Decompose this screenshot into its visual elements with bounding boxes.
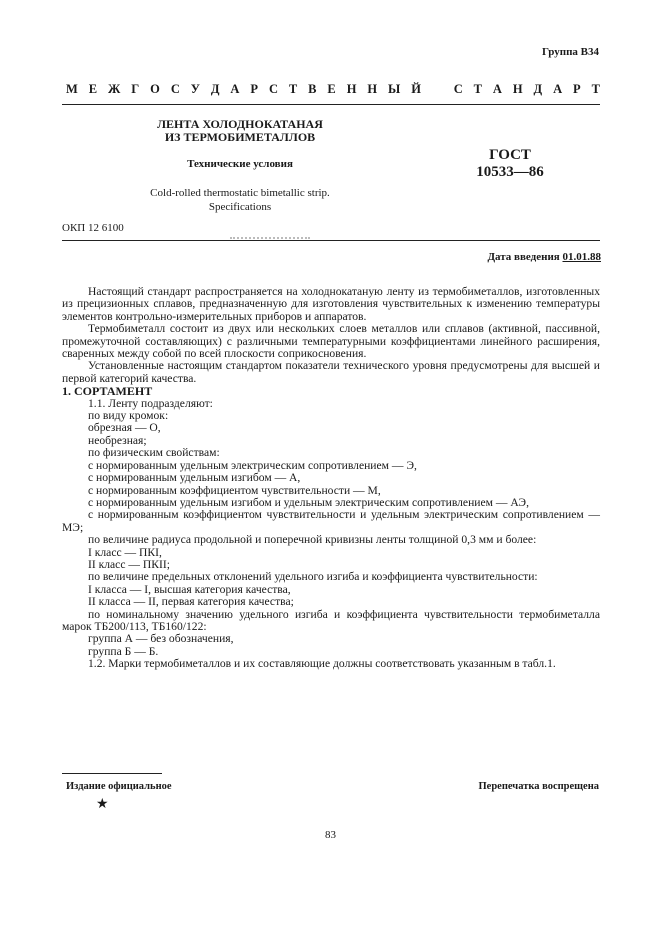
banner-letter: Р bbox=[573, 82, 581, 96]
banner-letter: А bbox=[230, 82, 240, 96]
banner-letter: С bbox=[170, 82, 180, 96]
interstate-standard-banner bbox=[66, 82, 600, 97]
list-item: I класса — I, высшая категория качества, bbox=[88, 582, 291, 596]
list-item: II класса — II, первая категория качества; bbox=[88, 595, 294, 609]
banner-letter: А bbox=[553, 82, 563, 96]
banner-letter: Т bbox=[473, 82, 482, 96]
banner-letter: Г bbox=[131, 82, 140, 96]
english-title bbox=[140, 186, 340, 214]
list-item: с нормированным удельным электрическим сопротивлением — Э, bbox=[88, 458, 417, 472]
banner-letter: Й bbox=[411, 82, 421, 96]
official-edition-label: Издание официальное bbox=[66, 781, 172, 792]
document-subtitle: Технические условия bbox=[187, 158, 293, 170]
title-line-1: ЛЕНТА ХОЛОДНОКАТАНАЯ bbox=[157, 117, 323, 131]
intro-paragraph-3: Установленные настоящим стандартом показатели технического уровня предусмотрены для высшей и первой категорий качества. bbox=[62, 359, 600, 385]
list-item: с нормированным удельным изгибом — А, bbox=[88, 471, 301, 485]
banner-letter: Т bbox=[288, 82, 298, 96]
banner-letter: М bbox=[66, 82, 78, 96]
list-item: по номинальному значению удельного изгиба и коэффициента чувствительности термобиметалла марок ТБ200/113, ТБ160/122: bbox=[62, 607, 600, 633]
list-item: по величине предельных отклонений удельного изгиба и коэффициента чувствительности: bbox=[88, 570, 538, 584]
list-item: II класс — ПКII; bbox=[88, 557, 170, 571]
banner-letter: Т bbox=[591, 82, 600, 96]
list-item: I класс — ПКI, bbox=[88, 545, 162, 559]
list-item: по величине радиуса продольной и поперечной кривизны ленты толщиной 0,3 мм и более: bbox=[88, 533, 537, 547]
banner-letter: С bbox=[453, 82, 463, 96]
header-rule bbox=[62, 104, 600, 105]
date-label: Дата введения bbox=[487, 251, 560, 263]
english-title-line-1: Cold-rolled thermostatic bimetallic strip. bbox=[150, 187, 330, 199]
english-title-line-2: Specifications bbox=[208, 201, 272, 213]
banner-letter: А bbox=[492, 82, 502, 96]
page-number: 83 bbox=[325, 829, 336, 841]
banner-letter: Е bbox=[88, 82, 98, 96]
banner-letter: В bbox=[308, 82, 317, 96]
group-code: Группа В34 bbox=[541, 46, 599, 58]
clause-1-2: 1.2. Марки термобиметаллов и их составляющие должны соответствовать указанным в табл.1. bbox=[88, 657, 556, 671]
gost-label: ГОСТ bbox=[489, 147, 531, 163]
banner-letter: Е bbox=[327, 82, 336, 96]
list-item: обрезная — О, bbox=[88, 421, 161, 435]
banner-letter: С bbox=[268, 82, 278, 96]
banner-letter: Ы bbox=[388, 82, 401, 96]
list-item: группа А — без обозначения, bbox=[88, 632, 234, 646]
scan-smudge bbox=[230, 237, 310, 239]
banner-letter: Н bbox=[346, 82, 357, 96]
banner-letter: Н bbox=[367, 82, 378, 96]
introduction-date bbox=[487, 251, 601, 263]
okp-code: ОКП 12 6100 bbox=[62, 222, 124, 234]
document-title bbox=[150, 118, 330, 144]
intro-paragraph-1: Настоящий стандарт распространяется на холоднокатаную ленту из термобиметаллов, изготовленных из прецизионных сплавов, предназначенную для изготовления чувствительных к изменению температуры элементов контрольно-измерительных приборов и аппаратов. bbox=[62, 285, 600, 323]
intro-paragraph-2: Термобиметалл состоит из двух или нескольких слоев металлов или сплавов (активной, пассивной, промежуточной составляющих) с различными температурными коэффициентами линейного расширения, сваренных между собой по всей плоскости соприкосновения. bbox=[62, 322, 600, 361]
banner-letter: Д bbox=[210, 82, 220, 96]
list-item: необрезная; bbox=[88, 433, 147, 447]
list-item: с нормированным удельным изгибом и удельным электрическим сопротивлением — АЭ, bbox=[88, 495, 529, 509]
list-item: с нормированным коэффициентом чувствительности — М, bbox=[88, 483, 381, 497]
reprint-prohibited-label: Перепечатка воспрещена bbox=[478, 781, 599, 792]
banner-letter: Р bbox=[250, 82, 259, 96]
document-body bbox=[62, 286, 600, 671]
banner-letter: Ж bbox=[108, 82, 121, 96]
list-item: группа Б — Б. bbox=[88, 644, 159, 658]
banner-letter: Н bbox=[512, 82, 523, 96]
list-item: по физическим свойствам: bbox=[88, 446, 220, 460]
banner-letter: Д bbox=[533, 82, 543, 96]
gost-designation bbox=[470, 147, 550, 181]
okp-rule bbox=[62, 240, 600, 241]
title-line-2: ИЗ ТЕРМОБИМЕТАЛЛОВ bbox=[164, 130, 316, 144]
list-item: с нормированным коэффициентом чувствительности и удельным электрическим сопротивлением — МЭ; bbox=[62, 508, 600, 534]
clause-1-1: 1.1. Ленту подразделяют: bbox=[88, 396, 213, 410]
banner-letter: О bbox=[150, 82, 160, 96]
star-icon: ★ bbox=[96, 797, 109, 812]
footer-rule bbox=[62, 773, 162, 774]
list-item: по виду кромок: bbox=[88, 409, 169, 423]
section-heading: 1. СОРТАМЕНТ bbox=[62, 384, 153, 399]
date-value: 01.01.88 bbox=[562, 251, 601, 263]
banner-letter: У bbox=[190, 82, 200, 96]
gost-number: 10533—86 bbox=[476, 164, 544, 180]
